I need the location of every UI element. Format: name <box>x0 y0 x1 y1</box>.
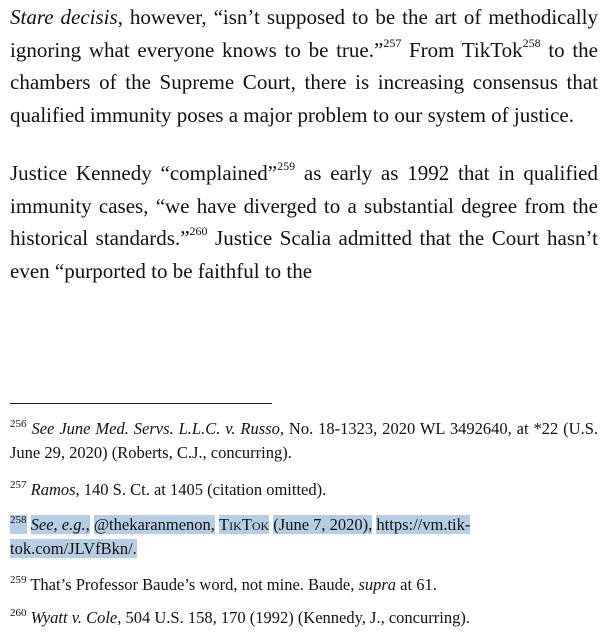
body-paragraph-1 <box>10 1 598 131</box>
paragraph-text: Justice Kennedy “complained” <box>10 161 278 185</box>
case-name: Ramos <box>30 480 76 499</box>
footnote-ref-257[interactable]: 257 <box>383 35 402 50</box>
paragraph-text: to the chambers of the Supreme Court, there is increasing consensus that qualified immunity poses a major problem to our system of justice. <box>10 37 598 127</box>
case-name: Wyatt v. Cole <box>30 608 118 627</box>
footnote-256 <box>10 417 598 465</box>
post-date: (June 7, 2020), <box>273 515 373 534</box>
case-name: Stare decisis <box>10 5 118 29</box>
footnote-258 <box>10 513 598 561</box>
citation-text: That’s Professor Baude’s word, not mine. Baude, <box>26 575 359 594</box>
source-link[interactable]: https://vm.tik- <box>376 515 471 534</box>
footnote-number: 256 <box>10 417 27 430</box>
highlight <box>10 515 27 534</box>
citation-signal: See <box>31 419 55 438</box>
tiktok-handle: @thekaranmenon, <box>93 515 215 534</box>
source-link-continued[interactable]: tok.com/JLVfBkn/. <box>10 539 137 558</box>
case-name: June Med. Servs. L.L.C. v. Russo <box>59 419 280 438</box>
highlight: See, e.g., <box>30 515 90 534</box>
footnote-260 <box>10 606 598 630</box>
paragraph-text: as early as 1992 that in qualified immunity cases, “we have diverged to a substantial degree from the historical standards.” <box>10 161 599 250</box>
paragraph-text: Justice Scalia admitted that the Court hasn’t even “purported to be faithful to the <box>10 226 598 283</box>
footnote-number: 258 <box>10 513 27 526</box>
platform-name: TikTok <box>219 515 270 534</box>
supra-signal: supra <box>358 575 397 594</box>
citation-text: , 504 U.S. 158, 170 (1992) (Kennedy, J., concurring). <box>117 608 470 627</box>
citation-text: , 140 S. Ct. at 1405 (citation omitted). <box>75 480 327 499</box>
footnote-number: 259 <box>10 573 27 586</box>
citation-text: , No. 18-1323, 2020 WL 3492640, at *22 (U.S. June 29, 2020) (Roberts, C.J., concurring). <box>10 419 599 462</box>
citation-text: at 61. <box>396 575 437 594</box>
paragraph-text: From TikTok <box>401 37 523 62</box>
footnote-259 <box>10 573 598 597</box>
footnote-divider <box>10 403 272 404</box>
body-paragraph-2 <box>10 157 598 287</box>
footnote-number: 260 <box>10 606 27 619</box>
footnote-number: 257 <box>10 478 27 491</box>
footnote-ref-260[interactable]: 260 <box>189 224 208 238</box>
footnote-ref-258[interactable]: 258 <box>522 35 541 50</box>
footnote-257 <box>10 478 598 502</box>
paragraph-text: , however, “isn’t supposed to be the art of methodically ignoring what everyone knows to be true.” <box>10 5 598 62</box>
citation-signal: See, e.g. <box>30 515 86 534</box>
footnote-ref-259[interactable]: 259 <box>277 159 296 173</box>
